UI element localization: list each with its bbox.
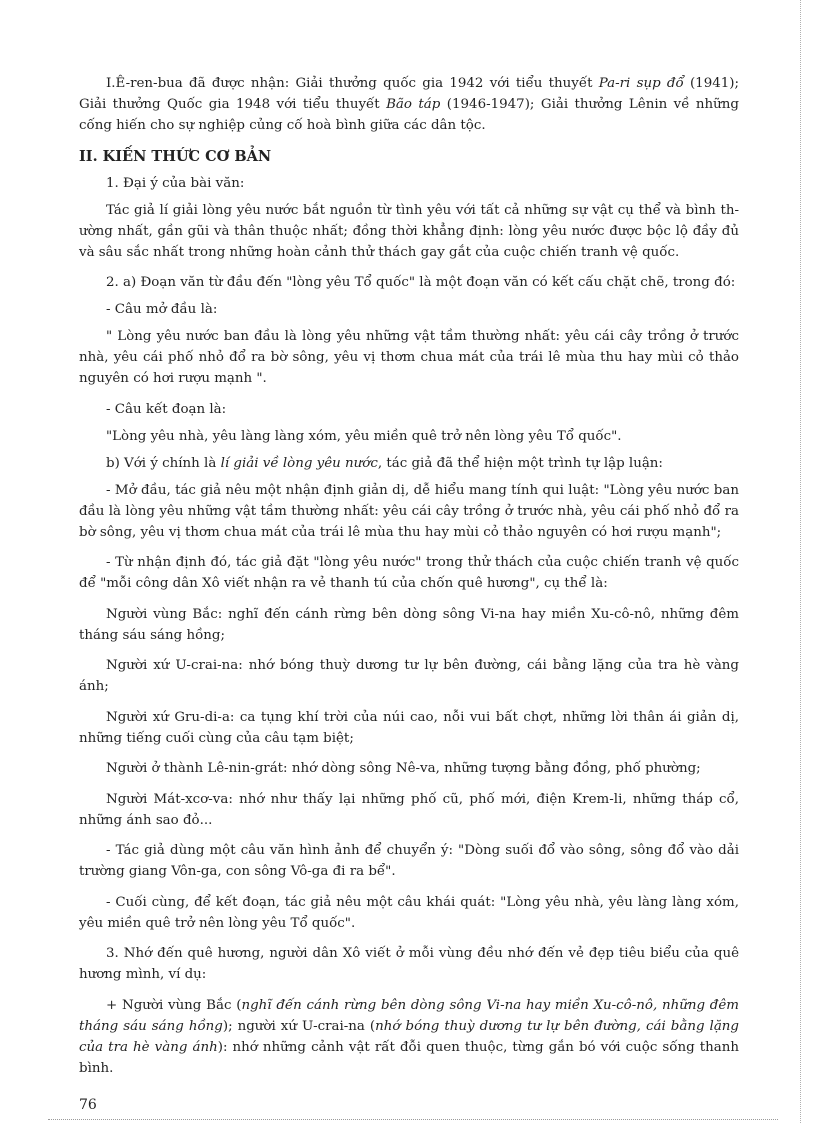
- italic-text: Bão táp: [386, 97, 441, 112]
- paragraph-georgia-people: [79, 707, 739, 749]
- paragraph-closing-label: [79, 399, 739, 420]
- text-run: (1941); Giải thưởng Quốc gia 1948 với tiểu thuyết: [79, 76, 739, 112]
- text-run: "Lòng yêu nhà, yêu làng làng xóm, yêu miền quê trở nên lòng yêu Tổ quốc".: [106, 428, 622, 444]
- paragraph-conclusion: [79, 892, 739, 934]
- text-run: 1. Đại ý của bài văn:: [106, 175, 245, 191]
- text-run: II. KIẾN THỨC CƠ BẢN: [79, 147, 272, 165]
- paragraph-moscow-people: [79, 789, 739, 831]
- paragraph-main-idea: [79, 200, 739, 263]
- italic-text: nhớ bóng thuỳ dương tư lự bên đường, cái bằng lặng của tra hè vàng ánh: [79, 1018, 740, 1055]
- text-run: - Câu mở đầu là:: [106, 302, 218, 317]
- section-heading: [79, 146, 739, 167]
- footer-dotted-rule: [48, 1119, 778, 1120]
- italic-text: nghĩ đến cánh rừng bên dòng sông Vi-na hay miền Xu-cô-nô, những đêm tháng sáu sáng hồng: [79, 997, 739, 1034]
- text-run: Người vùng Bắc: nghĩ đến cánh rừng bên dòng sông Vi-na hay miền Xu-cô-nô, những đêm tháng sáu sáng hồng;: [79, 606, 739, 643]
- text-run: , tác giả đã thể hiện một trình tự lập luận:: [377, 455, 663, 471]
- text-run: (1946-1947); Giải thưởng Lênin về những cống hiến cho sự nghiệp củng cố hoà bình giữa các dân tộc.: [79, 97, 739, 133]
- paragraph-opening-label: [79, 299, 739, 320]
- paragraph-argument-intro: [79, 453, 739, 474]
- paragraph-ukraine-people: [79, 655, 739, 697]
- text-run: - Cuối cùng, để kết đoạn, tác giả nêu một câu khái quát: "Lòng yêu nhà, yêu làng làng xóm, yêu miền quê trở nên lòng yêu Tổ quốc".: [79, 894, 739, 931]
- text-run: + Người vùng Bắc (: [106, 997, 242, 1013]
- text-run: Người ở thành Lê-nin-grát: nhớ dòng sông Nê-va, những tượng bằng đồng, phố phường;: [106, 761, 701, 776]
- text-run: Người Mát-xcơ-va: nhớ như thấy lại những phố cũ, phố mới, điện Krem-li, những tháp cổ, những ánh sao đỏ...: [79, 791, 739, 828]
- text-run: 3. Nhớ đến quê hương, người dân Xô viết ở mỗi vùng đều nhớ đến vẻ đẹp tiêu biểu của quê hương mình, ví dụ:: [79, 946, 739, 982]
- text-run: - Tác giả dùng một câu văn hình ảnh để chuyển ý: "Dòng suối đổ vào sông, sông đổ vào dải trường giang Vôn-ga, con sông Vô-ga đi ra bể".: [79, 843, 739, 879]
- text-run: Người xứ U-crai-na: nhớ bóng thuỳ dương tư lự bên đường, cái bằng lặng của tra hè vàng ánh;: [79, 658, 739, 694]
- paragraph-north-people: [79, 604, 739, 646]
- text-run: 2. a) Đoạn văn từ đầu đến "lòng yêu Tổ quốc" là một đoạn văn có kết cấu chặt chẽ, trong đó:: [106, 275, 736, 290]
- text-run: b) Với ý chính là: [106, 455, 221, 471]
- paragraph-awards: [79, 73, 739, 136]
- text-run: Người xứ Gru-di-a: ca tụng khí trời của núi cao, nỗi vui bất chợt, những lời thân ái giản dị, những tiếng cuối cùng của câu tạm biệt;: [79, 709, 739, 746]
- paragraph-homeland-examples: [79, 995, 739, 1079]
- paragraph-leningrad-people: [79, 758, 739, 779]
- paragraph-closing-quote: [79, 426, 739, 447]
- text-run: ): nhớ những cảnh vật rất đỗi quen thuộc, từng gắn bó với cuộc sống thanh bình.: [79, 1039, 739, 1076]
- paragraph-main-idea-label: [79, 173, 739, 194]
- paragraph-argument-open: [79, 480, 739, 543]
- paragraph-opening-quote: [79, 326, 739, 389]
- text-run: " Lòng yêu nước ban đầu là lòng yêu những vật tầm thường nhất: yêu cái cây trồng ở trước nhà, yêu cái phố nhỏ đổ ra bờ sông, yêu vị thơm chua mát của trái lê mùa thu hay mùi cỏ thảo nguyên có hơi rượu mạnh ".: [79, 329, 739, 386]
- text-run: I.Ê-ren-bua đã được nhận: Giải thưởng quốc gia 1942 với tiểu thuyết: [106, 76, 599, 91]
- page-number: 76: [79, 1097, 97, 1113]
- paragraph-homeland-intro: [79, 943, 739, 985]
- text-run: - Từ nhận định đó, tác giả đặt "lòng yêu nước" trong thử thách của cuộc chiến tranh vệ quốc để "mỗi công dân Xô viết nhận ra vẻ thanh tú của chốn quê hương", cụ thể là:: [79, 555, 739, 591]
- paragraph-structure-intro: [79, 272, 739, 293]
- right-dotted-rule: [800, 0, 801, 1123]
- paragraph-transition: [79, 840, 739, 882]
- text-run: - Mở đầu, tác giả nêu một nhận định giản dị, dễ hiểu mang tính qui luật: "Lòng yêu nước ban đầu là lòng yêu những vật tầm thường nhất: yêu cái cây trồng ở trước nhà, yêu cái phố nhỏ đổ ra bờ sông, yêu vị thơm chua mát của trái lê mùa thu hay mùi cỏ thảo nguyên có hơi rượu mạnh";: [79, 482, 739, 540]
- text-run: - Câu kết đoạn là:: [106, 401, 227, 417]
- italic-text: Pa-ri sụp đổ: [598, 76, 684, 91]
- text-run: ); người xứ U-crai-na (: [222, 1018, 376, 1034]
- page-body: [79, 73, 739, 1088]
- paragraph-argument-test: [79, 552, 739, 594]
- italic-text: lí giải về lòng yêu nước: [220, 455, 378, 471]
- text-run: Tác giả lí giải lòng yêu nước bắt nguồn từ tình yêu với tất cả những sự vật cụ thể và bình thường nhất, gần gũi và thân thuộc nhất; đồng thời khẳng định: lòng yêu nước được bộc lộ đầy đủ và sâu sắc nhất trong những hoàn cảnh thử thách gay gắt của cuộc chiến tranh vệ quốc.: [79, 202, 739, 260]
